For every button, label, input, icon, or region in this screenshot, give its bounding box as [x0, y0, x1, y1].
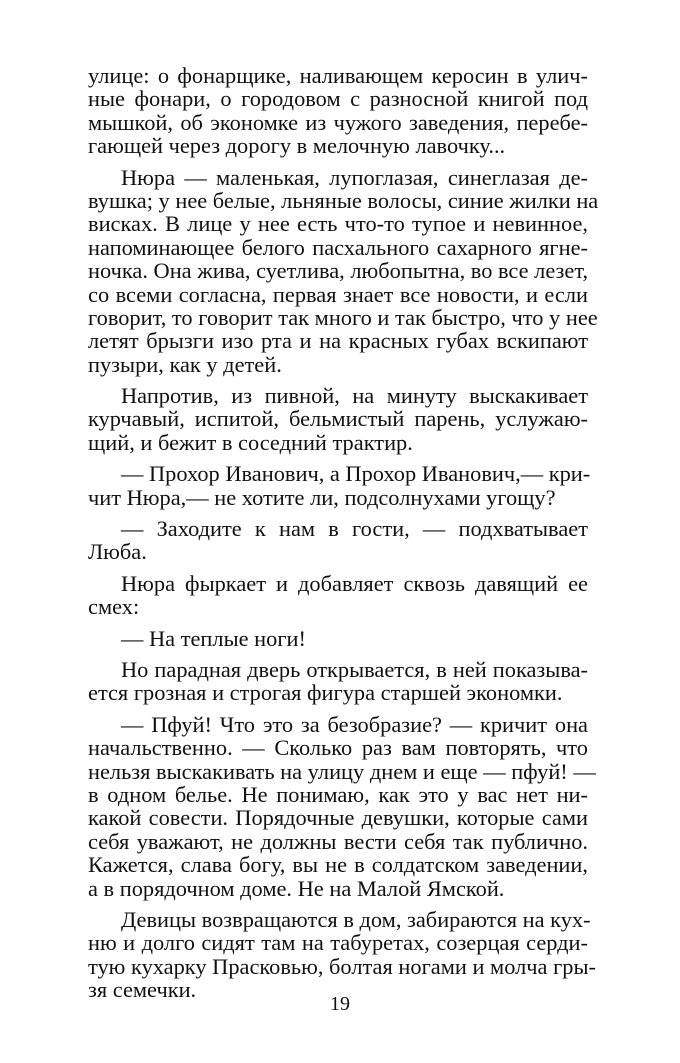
- text-line: чит Нюра,— не хотите ли, подсолнухами угощу?: [88, 484, 556, 510]
- paragraph: [88, 517, 588, 564]
- text-line: а в порядочном доме. Не на Малой Ямской.: [88, 875, 505, 901]
- text-line: начальственно. — Сколько раз вам повторять, что: [88, 735, 588, 761]
- text-line: нельзя выскакивать на улицу днем и еще — пфуй! —: [88, 758, 596, 784]
- text-line: висках. В лице у нее есть что-то тупое и невинное,: [88, 211, 588, 237]
- text-line: пузыри, как у детей.: [88, 351, 282, 377]
- text-line: вушка; у нее белые, льняные волосы, синие жилки на: [88, 187, 599, 213]
- paragraph: [88, 64, 588, 158]
- text-line: Напротив, из пивной, на минуту выскакивает: [121, 383, 588, 409]
- text-line: — Заходите к нам в гости, — подхватывает: [121, 516, 588, 542]
- text-line: Кажется, слава богу, вы не в солдатском заведении,: [88, 852, 588, 878]
- paragraph: [88, 711, 596, 901]
- text-line: ные фонари, о городовом с разносной книгой под: [88, 86, 588, 112]
- text-line: Нюра — маленькая, лупоглазая, синеглазая де-: [121, 164, 588, 190]
- paragraph: [88, 461, 591, 510]
- text-line: ночка. Она жива, суетлива, любопытна, во все лезет,: [88, 258, 589, 284]
- text-line: какой совести. Порядочные девушки, которые сами: [88, 805, 588, 831]
- text-line: — Пфуй! Что это за безобразие? — кричит она: [121, 711, 588, 737]
- text-line: Девицы возвращаются в дом, забираются на кух-: [121, 906, 591, 932]
- paragraph: [88, 906, 596, 1003]
- paragraph: [88, 572, 588, 619]
- paragraph: [88, 627, 588, 650]
- text-line: улице: о фонарщике, наливающем керосин в улич-: [88, 63, 588, 88]
- body-text: [88, 63, 599, 1003]
- text-line: напоминающее белого пасхального сахарного ягне-: [88, 234, 588, 260]
- paragraph: [88, 658, 588, 705]
- page-number: 19: [330, 993, 350, 1015]
- text-line: зя семечки.: [88, 977, 197, 1003]
- text-line: тую кухарку Прасковью, болтая ногами и молча гры-: [88, 953, 596, 979]
- text-line: говорит, то говорит так много и так быстро, что у нее: [88, 304, 598, 330]
- paragraph: [88, 384, 588, 454]
- text-line: Но парадная дверь открывается, в ней показыва-: [121, 656, 588, 682]
- text-line: ню и долго сидят там на табуретах, созерцая серди-: [88, 930, 588, 956]
- paragraph: [88, 164, 599, 377]
- text-line: ется грозная и строгая фигура старшей экономки.: [88, 680, 563, 706]
- text-line: — Прохор Иванович, а Прохор Иванович,— кри-: [121, 461, 591, 487]
- text-line: со всеми согласна, первая знает все новости, и если: [88, 281, 588, 307]
- text-line: себя уважают, не должны вести себя так публично.: [88, 828, 588, 854]
- text-line: — На теплые ноги!: [121, 625, 306, 651]
- text-line: летят брызги изо рта и на красных губах вскипают: [88, 328, 588, 354]
- text-line: мышкой, об экономке из чужого заведения, перебе-: [88, 109, 588, 135]
- text-line: в одном белье. Не понимаю, как это у вас нет ни-: [88, 781, 588, 807]
- text-line: смех:: [88, 594, 140, 620]
- text-line: щий, и бежит в соседний трактир.: [88, 429, 413, 455]
- text-line: Нюра фыркает и добавляет сквозь давящий ее: [121, 570, 588, 596]
- text-line: гающей через дорогу в мелочную лавочку...: [88, 133, 506, 159]
- text-line: курчавый, испитой, бельмистый парень, услужаю-: [88, 406, 588, 432]
- text-line: Люба.: [88, 539, 147, 565]
